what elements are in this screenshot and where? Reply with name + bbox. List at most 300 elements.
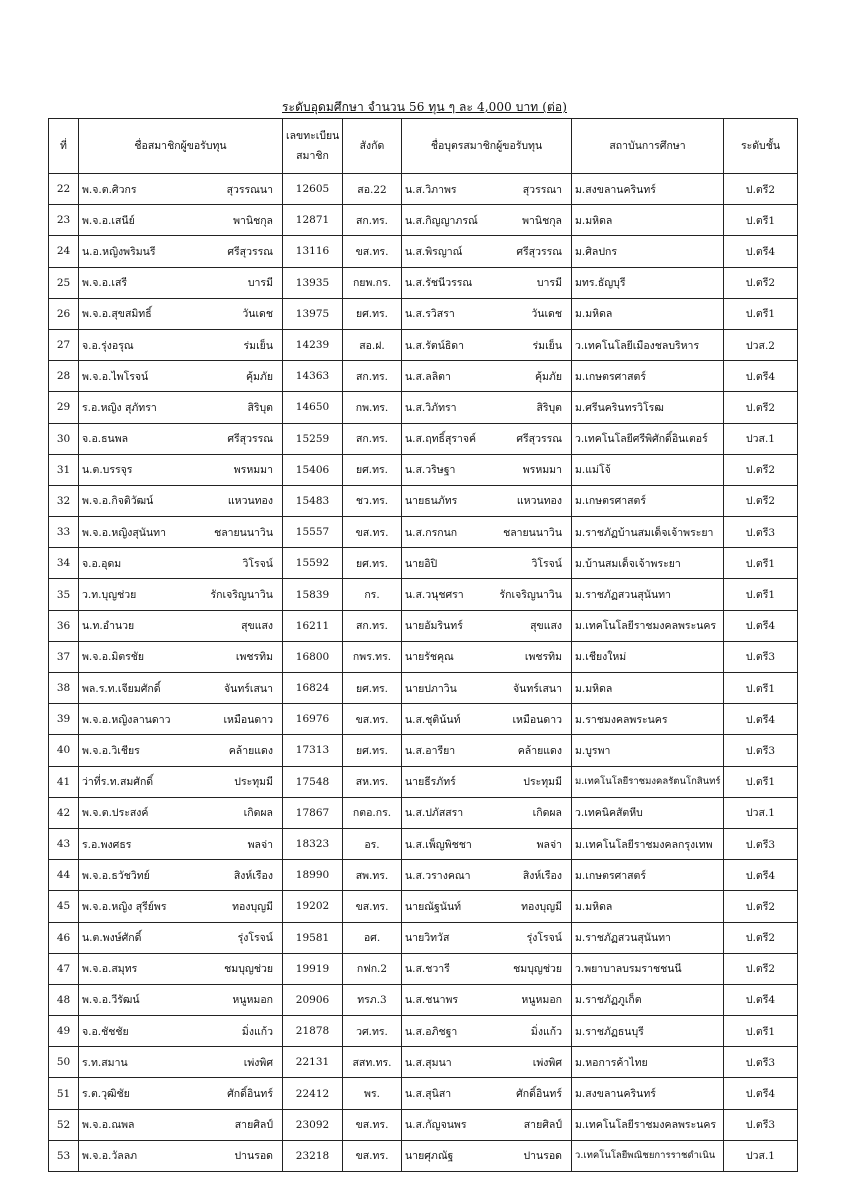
header-institution: สถาบันการศึกษา — [572, 119, 724, 174]
member-name: จ.อ.ชัชชัย — [82, 1025, 129, 1038]
member-unit: กพร.ทร. — [343, 641, 402, 672]
education-level: ป.ตรี1 — [724, 766, 798, 797]
member-name-cell — [79, 673, 283, 704]
row-number: 44 — [49, 860, 79, 891]
member-surname: ศักดิ์อินทร์ — [227, 1088, 273, 1101]
child-name: น.ส.รวิสรา — [405, 308, 455, 321]
child-surname: ประทุมมี — [523, 776, 562, 789]
child-name: น.ส.ชนาพร — [405, 994, 459, 1007]
member-name: ว.ท.บุญช่วย — [82, 589, 137, 602]
education-level: ปวส.2 — [724, 329, 798, 360]
member-name: พ.จ.อ.ธวัชวิทย์ — [82, 869, 150, 882]
institution: ม.มหิดล — [572, 891, 724, 922]
member-name: พ.จ.อ.ณพล — [82, 1119, 135, 1132]
row-number: 35 — [49, 579, 79, 610]
member-name: พ.จ.อ.วัลลภ — [82, 1150, 138, 1163]
institution: ม.เกษตรศาสตร์ — [572, 485, 724, 516]
education-level: ป.ตรี1 — [724, 548, 798, 579]
header-unit: สังกัด — [343, 119, 402, 174]
child-surname: วันเดช — [531, 308, 562, 321]
child-surname: บารมี — [536, 277, 562, 290]
institution: ว.เทคนิคสัตหีบ — [572, 797, 724, 828]
child-name: น.ส.วนุชศรา — [405, 589, 464, 602]
institution: ม.บ้านสมเด็จเจ้าพระยา — [572, 548, 724, 579]
member-id: 18990 — [283, 860, 343, 891]
child-name: น.ส.สุนิสา — [405, 1088, 452, 1101]
institution: ม.เกษตรศาสตร์ — [572, 361, 724, 392]
member-name: พ.จ.อ.เสนีย์ — [82, 214, 135, 227]
member-surname: คุ้มภัย — [245, 370, 273, 383]
member-name-cell — [79, 610, 283, 641]
child-name: น.ส.ปภัสสรา — [405, 807, 464, 820]
member-name: พ.จ.ต.ศิวกร — [82, 183, 137, 196]
member-unit: ยศ.ทร. — [343, 673, 402, 704]
member-unit: ขส.ทร. — [343, 1140, 402, 1171]
member-name-cell — [79, 423, 283, 454]
member-surname: สิงห์เรือง — [233, 869, 273, 882]
member-surname: เพ่งพิศ — [243, 1056, 273, 1069]
education-level: ป.ตรี1 — [724, 298, 798, 329]
child-name-cell — [402, 1078, 572, 1109]
header-member-id-line1: เลขทะเบียน — [286, 130, 340, 142]
row-number: 49 — [49, 1016, 79, 1047]
child-surname: คล้ายแดง — [517, 744, 562, 757]
member-id: 19202 — [283, 891, 343, 922]
member-id: 16211 — [283, 610, 343, 641]
institution: ม.ราชมงคลพระนคร — [572, 704, 724, 735]
member-unit: กยพ.กร. — [343, 267, 402, 298]
institution: ม.ศรีนครินทรวิโรฒ — [572, 392, 724, 423]
education-level: ป.ตรี2 — [724, 174, 798, 205]
member-id: 23218 — [283, 1140, 343, 1171]
child-name-cell — [402, 673, 572, 704]
child-name: นายอัมรินทร์ — [405, 620, 463, 633]
child-name: น.ส.ฤทธิ์สุราจค์ — [405, 433, 477, 446]
institution: ว.พยาบาลบรมราชชนนี — [572, 953, 724, 984]
member-surname: สิริบุต — [247, 401, 273, 414]
education-level: ป.ตรี2 — [724, 485, 798, 516]
table-row — [49, 673, 798, 704]
table-row — [49, 485, 798, 516]
child-name-cell — [402, 766, 572, 797]
institution: ม.ราชภัฏบ้านสมเด็จเจ้าพระยา — [572, 517, 724, 548]
child-name-cell — [402, 828, 572, 859]
member-surname: ร่มเย็น — [243, 339, 273, 352]
member-name-cell — [79, 1140, 283, 1171]
education-level: ป.ตรี2 — [724, 267, 798, 298]
member-unit: สก.ทร. — [343, 361, 402, 392]
row-number: 42 — [49, 797, 79, 828]
table-row — [49, 641, 798, 672]
institution: มทร.ธัญบุรี — [572, 267, 724, 298]
child-name-cell — [402, 922, 572, 953]
member-unit: สห.ทร. — [343, 766, 402, 797]
child-name-cell — [402, 517, 572, 548]
member-id: 19919 — [283, 953, 343, 984]
member-id: 15557 — [283, 517, 343, 548]
child-name: น.ส.ชุติน้นท์ — [405, 713, 461, 726]
member-name-cell — [79, 766, 283, 797]
member-surname: ปานรอด — [234, 1150, 273, 1163]
institution: ม.เทคโนโลยีราชมงคลพระนคร — [572, 610, 724, 641]
institution: ม.ราชภัฏสวนสุนันทา — [572, 579, 724, 610]
row-number: 25 — [49, 267, 79, 298]
child-name-cell — [402, 735, 572, 766]
child-name-cell — [402, 205, 572, 236]
child-surname: ปานรอด — [523, 1150, 562, 1163]
member-name-cell — [79, 1016, 283, 1047]
row-number: 30 — [49, 423, 79, 454]
member-unit: ชว.ทร. — [343, 485, 402, 516]
child-name: น.ส.อารียา — [405, 744, 456, 757]
child-name: น.ส.กัญจนพร — [405, 1119, 467, 1132]
member-surname: เพชรทิม — [235, 651, 273, 664]
member-surname: พลจ่า — [247, 838, 273, 851]
child-name-cell — [402, 797, 572, 828]
education-level: ป.ตรี4 — [724, 704, 798, 735]
member-surname: เกิดผล — [243, 807, 273, 820]
member-id: 14650 — [283, 392, 343, 423]
table-row — [49, 361, 798, 392]
table-row — [49, 704, 798, 735]
education-level: ป.ตรี4 — [724, 984, 798, 1015]
member-name: ร.ท.สมาน — [82, 1056, 128, 1069]
table-row — [49, 797, 798, 828]
header-no: ที่ — [49, 119, 79, 174]
education-level: ป.ตรี2 — [724, 922, 798, 953]
education-level: ปวส.1 — [724, 423, 798, 454]
table-row — [49, 735, 798, 766]
header-member-name: ชื่อสมาชิกผู้ขอรับทุน — [79, 119, 283, 174]
table-row — [49, 1047, 798, 1078]
child-name: น.ส.ลลิตา — [405, 370, 451, 383]
member-unit: กร. — [343, 579, 402, 610]
table-row — [49, 579, 798, 610]
member-name-cell — [79, 1078, 283, 1109]
institution: ม.บูรพา — [572, 735, 724, 766]
member-id: 14239 — [283, 329, 343, 360]
child-name-cell — [402, 454, 572, 485]
table-row — [49, 610, 798, 641]
education-level: ป.ตรี2 — [724, 953, 798, 984]
education-level: ป.ตรี3 — [724, 1109, 798, 1140]
member-name: น.ต.บรรจุร — [82, 464, 133, 477]
member-unit: ยศ.ทร. — [343, 454, 402, 485]
member-id: 15839 — [283, 579, 343, 610]
row-number: 48 — [49, 984, 79, 1015]
child-surname: จันทร์เสนา — [513, 682, 562, 695]
child-name-cell — [402, 548, 572, 579]
child-surname: เพ่งพิศ — [532, 1056, 562, 1069]
row-number: 40 — [49, 735, 79, 766]
row-number: 29 — [49, 392, 79, 423]
row-number: 52 — [49, 1109, 79, 1140]
table-header-row — [49, 119, 798, 174]
member-name-cell — [79, 454, 283, 485]
member-name-cell — [79, 641, 283, 672]
row-number: 36 — [49, 610, 79, 641]
member-id: 15406 — [283, 454, 343, 485]
member-unit: อร. — [343, 828, 402, 859]
member-surname: รักเจริญนาวิน — [210, 589, 273, 602]
member-name-cell — [79, 579, 283, 610]
child-name: น.ส.สุมนา — [405, 1056, 452, 1069]
table-row — [49, 953, 798, 984]
member-surname: เหมือนดาว — [223, 713, 273, 726]
child-name: น.ส.วรางคณา — [405, 869, 471, 882]
table-row — [49, 423, 798, 454]
member-id: 21878 — [283, 1016, 343, 1047]
row-number: 34 — [49, 548, 79, 579]
member-name-cell — [79, 797, 283, 828]
row-number: 38 — [49, 673, 79, 704]
member-surname: ศรีสุวรรณ — [227, 433, 273, 446]
header-member-id-line2: สมาชิก — [296, 150, 329, 162]
child-surname: หนูหมอก — [521, 994, 562, 1007]
child-surname: มิ่งแก้ว — [530, 1025, 562, 1038]
institution: ม.เทคโนโลยีราชมงคลรัตนโกสินทร์ — [572, 766, 724, 797]
education-level: ป.ตรี4 — [724, 1078, 798, 1109]
member-name: จ.อ.ธนพล — [82, 433, 129, 446]
member-surname: แหวนทอง — [227, 495, 273, 508]
child-surname: เหมือนดาว — [512, 713, 562, 726]
member-name: น.ต.พงษ์ศักดิ์ — [82, 932, 142, 945]
education-level: ปวส.1 — [724, 1140, 798, 1171]
member-id: 22131 — [283, 1047, 343, 1078]
institution: ม.มหิดล — [572, 298, 724, 329]
member-name-cell — [79, 205, 283, 236]
member-name-cell — [79, 735, 283, 766]
member-name: ร.อ.พงศธร — [82, 838, 132, 851]
member-surname: หนูหมอก — [232, 994, 273, 1007]
education-level: ป.ตรี1 — [724, 673, 798, 704]
institution: ม.เกษตรศาสตร์ — [572, 860, 724, 891]
row-number: 37 — [49, 641, 79, 672]
table-row — [49, 454, 798, 485]
child-surname: ทองบุญมี — [521, 900, 562, 913]
member-name: พ.จ.อ.วีรัฒน์ — [82, 994, 140, 1007]
member-name-cell — [79, 236, 283, 267]
member-name-cell — [79, 891, 283, 922]
education-level: ปวส.1 — [724, 797, 798, 828]
education-level: ป.ตรี2 — [724, 454, 798, 485]
member-name-cell — [79, 922, 283, 953]
education-level: ป.ตรี3 — [724, 735, 798, 766]
member-id: 23092 — [283, 1109, 343, 1140]
education-level: ป.ตรี3 — [724, 517, 798, 548]
member-name-cell — [79, 1047, 283, 1078]
table-row — [49, 174, 798, 205]
institution: ม.มหิดล — [572, 673, 724, 704]
education-level: ป.ตรี3 — [724, 1047, 798, 1078]
member-surname: ทองบุญมี — [232, 900, 273, 913]
child-surname: พลจ่า — [536, 838, 562, 851]
child-surname: คุ้มภัย — [534, 370, 562, 383]
member-name: พ.จ.อ.มิตรชัย — [82, 651, 145, 664]
header-member-id — [283, 119, 343, 174]
member-unit: กฟก.2 — [343, 953, 402, 984]
member-name: น.อ.หญิงพริมนรี — [82, 245, 156, 258]
member-unit: ยศ.ทร. — [343, 548, 402, 579]
child-name: นายธีรภัทร์ — [405, 776, 456, 789]
member-id: 17313 — [283, 735, 343, 766]
child-name: น.ส.รัตน์ธิดา — [405, 339, 465, 352]
table-row — [49, 267, 798, 298]
child-name-cell — [402, 298, 572, 329]
table-row — [49, 1140, 798, 1171]
member-surname: วิโรจน์ — [242, 557, 273, 570]
child-name-cell — [402, 641, 572, 672]
child-name-cell — [402, 267, 572, 298]
member-id: 15483 — [283, 485, 343, 516]
member-name: พ.จ.ต.ประสงค์ — [82, 807, 149, 820]
member-surname: พานิชกุล — [233, 214, 273, 227]
header-child-name: ชื่อบุตรสมาชิกผู้ขอรับทุน — [402, 119, 572, 174]
member-id: 16800 — [283, 641, 343, 672]
member-name-cell — [79, 298, 283, 329]
child-name-cell — [402, 1016, 572, 1047]
institution: ม.ราชภัฏสวนสุนันทา — [572, 922, 724, 953]
member-name-cell — [79, 361, 283, 392]
child-surname: ร่มเย็น — [532, 339, 562, 352]
education-level: ป.ตรี3 — [724, 641, 798, 672]
member-unit: สอ.ฝ. — [343, 329, 402, 360]
child-name: นายธนภัทร — [405, 495, 458, 508]
member-name: พ.จ.อ.กิจติวัฒน์ — [82, 495, 154, 508]
member-id: 22412 — [283, 1078, 343, 1109]
child-name-cell — [402, 579, 572, 610]
education-level: ป.ตรี2 — [724, 392, 798, 423]
member-surname: สายศิลป์ — [234, 1119, 273, 1132]
member-name: ว่าที่ร.ท.สมศักดิ์ — [82, 776, 154, 789]
table-row — [49, 236, 798, 267]
table-row — [49, 392, 798, 423]
child-surname: พรหมมา — [522, 464, 562, 477]
member-unit: วศ.ทร. — [343, 1016, 402, 1047]
row-number: 26 — [49, 298, 79, 329]
member-id: 13116 — [283, 236, 343, 267]
child-name: นายอิปิ — [405, 557, 438, 570]
member-name-cell — [79, 828, 283, 859]
member-surname: ชลายนนาวิน — [214, 526, 273, 539]
institution: ม.สงขลานครินทร์ — [572, 174, 724, 205]
row-number: 33 — [49, 517, 79, 548]
institution: ม.หอการค้าไทย — [572, 1047, 724, 1078]
child-name-cell — [402, 1140, 572, 1171]
education-level: ป.ตรี1 — [724, 1016, 798, 1047]
member-id: 15592 — [283, 548, 343, 579]
member-id: 15259 — [283, 423, 343, 454]
table-row — [49, 517, 798, 548]
member-id: 12871 — [283, 205, 343, 236]
child-name-cell — [402, 361, 572, 392]
education-level: ป.ตรี1 — [724, 205, 798, 236]
member-name: พ.จ.อ.หญิงสุนันทา — [82, 526, 166, 539]
member-unit: ทรภ.3 — [343, 984, 402, 1015]
child-surname: ศักดิ์อินทร์ — [516, 1088, 562, 1101]
child-name: นายปภาวิน — [405, 682, 457, 695]
member-unit: ยศ.ทร. — [343, 298, 402, 329]
member-name-cell — [79, 329, 283, 360]
table-row — [49, 1109, 798, 1140]
institution: ม.มหิดล — [572, 205, 724, 236]
member-name-cell — [79, 392, 283, 423]
member-surname: พรหมมา — [233, 464, 273, 477]
table-row — [49, 828, 798, 859]
member-unit: สก.ทร. — [343, 423, 402, 454]
table-row — [49, 1016, 798, 1047]
member-id: 14363 — [283, 361, 343, 392]
child-name: นายศุภณัฐ — [405, 1150, 454, 1163]
member-name-cell — [79, 984, 283, 1015]
child-surname: สิริบุต — [536, 401, 562, 414]
member-unit: ขส.ทร. — [343, 891, 402, 922]
member-name-cell — [79, 485, 283, 516]
education-level: ป.ตรี4 — [724, 361, 798, 392]
row-number: 41 — [49, 766, 79, 797]
child-name-cell — [402, 485, 572, 516]
member-id: 19581 — [283, 922, 343, 953]
row-number: 47 — [49, 953, 79, 984]
child-surname: วิโรจน์ — [531, 557, 562, 570]
table-row — [49, 984, 798, 1015]
member-name-cell — [79, 1109, 283, 1140]
row-number: 46 — [49, 922, 79, 953]
education-level: ป.ตรี4 — [724, 236, 798, 267]
table-row — [49, 298, 798, 329]
member-id: 12605 — [283, 174, 343, 205]
member-name: พล.ร.ท.เจียมศักดิ์ — [82, 682, 161, 695]
member-surname: วันเดช — [242, 308, 273, 321]
child-name: น.ส.อภิชฐา — [405, 1025, 458, 1038]
member-id: 13975 — [283, 298, 343, 329]
child-name-cell — [402, 860, 572, 891]
scholarship-table — [48, 118, 798, 1172]
member-id: 17548 — [283, 766, 343, 797]
table-row — [49, 766, 798, 797]
child-surname: ชลายนนาวิน — [503, 526, 562, 539]
child-name: นายรัชคุณ — [405, 651, 454, 664]
child-name-cell — [402, 392, 572, 423]
member-name: จ.อ.รุ่งอรุณ — [82, 339, 134, 352]
child-name: นายวิทวัส — [405, 932, 450, 945]
child-name: น.ส.พิรญาณ์ — [405, 245, 463, 258]
row-number: 39 — [49, 704, 79, 735]
child-surname: เพชรทิม — [524, 651, 562, 664]
child-surname: รุ่งโรจน์ — [526, 932, 562, 945]
institution: ม.เทคโนโลยีราชมงคลพระนคร — [572, 1109, 724, 1140]
row-number: 43 — [49, 828, 79, 859]
member-id: 16824 — [283, 673, 343, 704]
member-name: ร.อ.หญิง สุภัทรา — [82, 401, 157, 414]
child-name: น.ส.วิภาพร — [405, 183, 457, 196]
education-level: ป.ตรี1 — [724, 579, 798, 610]
child-name: น.ส.วิภัทรา — [405, 401, 457, 414]
row-number: 22 — [49, 174, 79, 205]
child-name: น.ส.ชวารี — [405, 963, 450, 976]
member-surname: ประทุมมี — [234, 776, 273, 789]
member-name-cell — [79, 174, 283, 205]
member-surname: มิ่งแก้ว — [241, 1025, 273, 1038]
member-unit: ขส.ทร. — [343, 517, 402, 548]
institution: ม.เทคโนโลยีราชมงคลกรุงเทพ — [572, 828, 724, 859]
child-name-cell — [402, 236, 572, 267]
table-row — [49, 205, 798, 236]
document-title: ระดับอุดมศึกษา จำนวน 56 ทุน ๆ ละ 4,000 บาท (ต่อ) — [282, 100, 567, 114]
row-number: 23 — [49, 205, 79, 236]
row-number: 28 — [49, 361, 79, 392]
member-surname: ศรีสุวรรณ — [227, 245, 273, 258]
